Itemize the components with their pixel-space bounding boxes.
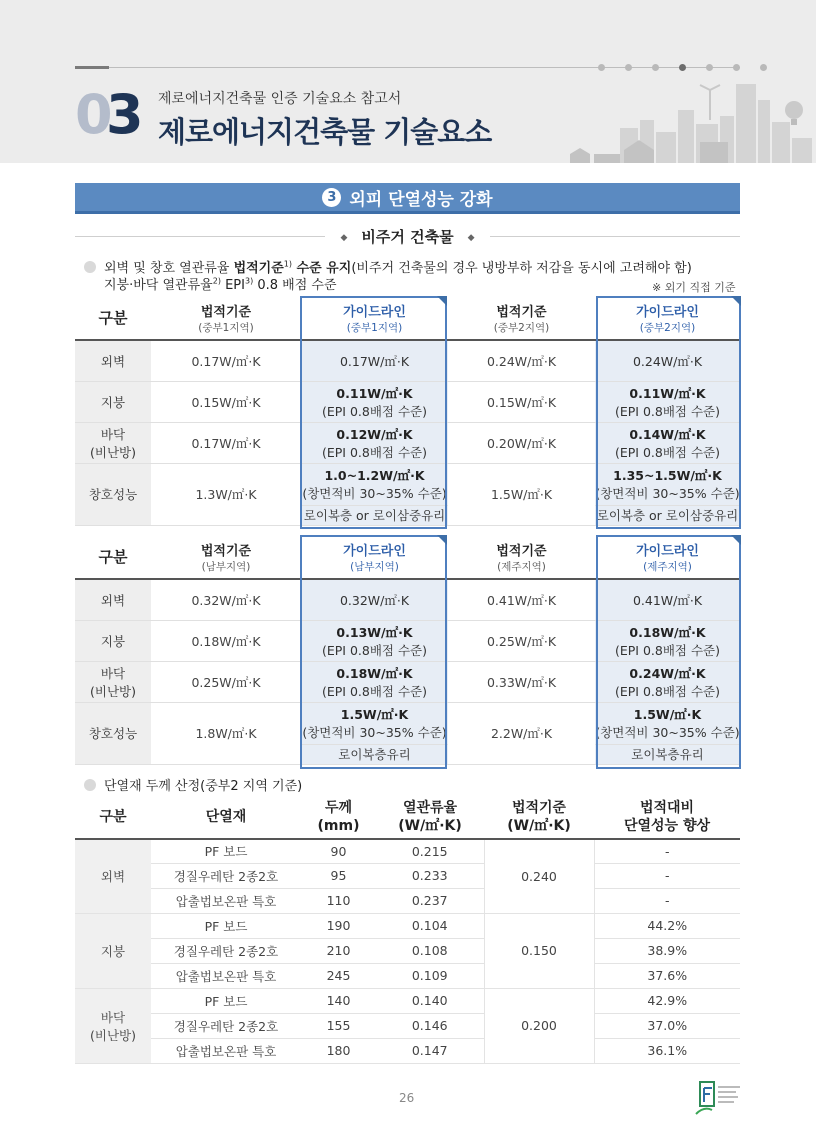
cell: 210 (301, 938, 376, 963)
row-label: 지붕 (75, 620, 151, 661)
cell: 로이복층 or 로이삼중유리 (595, 505, 740, 525)
section-bar (75, 183, 740, 214)
cell: - (594, 863, 740, 888)
cell-value: 0.24W/㎡·K (629, 665, 706, 681)
chapter-title: 제로에너지건축물 기술요소 (158, 115, 492, 149)
cell: 42.9% (594, 988, 740, 1013)
header-cell (151, 535, 301, 579)
cell-note: (EPI 0.8배점 수준) (321, 444, 427, 460)
header-label: 가이드라인 (343, 304, 406, 320)
header-label: 법적기준 (496, 304, 547, 320)
header-sub: (중부2지역) (493, 321, 550, 334)
table-row (75, 839, 740, 863)
note-line-2 (104, 274, 337, 293)
row-label-text: 바닥 (100, 426, 126, 442)
row-label: 외벽 (75, 579, 151, 620)
cell-value: 1.0~1.2W/㎡·K (324, 468, 425, 483)
cell: 압출법보온판 특호 (151, 1038, 301, 1063)
reference-note: ※ 외기 직접 기준 (652, 281, 736, 294)
insulation-thickness-table (75, 795, 740, 1064)
thickness-note (84, 775, 302, 794)
row-label: 창호성능 (75, 463, 151, 525)
cell-note: (EPI 0.8배점 수준) (614, 683, 720, 699)
header-sub: (중부1지역) (198, 321, 254, 334)
group-label-sub: (비난방) (90, 1027, 136, 1043)
cell: 38.9% (594, 938, 740, 963)
table-row (75, 1013, 740, 1038)
footnote-ref: 3) (244, 276, 254, 286)
city-illustration-icon (560, 80, 816, 163)
row-label: 지붕 (75, 381, 151, 422)
cell: 0.32W/㎡·K (301, 579, 448, 620)
note-bold: 수준 유지 (292, 261, 352, 276)
cell (595, 661, 740, 702)
header-cell (75, 535, 151, 579)
row-label: 창호성능 (75, 702, 151, 764)
cell: 36.1% (594, 1038, 740, 1063)
bullet-icon (84, 261, 96, 273)
header-sub: (제주지역) (497, 560, 546, 573)
header-label: 열관류율 (402, 799, 458, 816)
cell: 0.25W/㎡·K (448, 620, 595, 661)
header-cell (301, 535, 448, 579)
cell: 0.109 (376, 963, 484, 988)
cell: 180 (301, 1038, 376, 1063)
page-dots (598, 64, 767, 71)
cell-value: 0.11W/㎡·K (629, 385, 706, 401)
table-row (75, 938, 740, 963)
header-sub: (남부지역) (350, 560, 399, 573)
chapter-subtitle: 제로에너지건축물 인증 기술요소 참고서 (158, 91, 402, 107)
page-number: 26 (399, 1091, 415, 1105)
header-rule-accent (75, 66, 109, 69)
header-label: 법적대비 (639, 799, 695, 816)
cell-note: (창면적비 30~35% 수준) (595, 725, 740, 740)
header-sub: (mm) (317, 817, 360, 834)
cell: 0.147 (376, 1038, 484, 1063)
cell: PF 보드 (151, 988, 301, 1013)
cell: 0.146 (376, 1013, 484, 1038)
table-row (75, 863, 740, 888)
header-label: 법적기준 (200, 543, 252, 559)
cell: 110 (301, 888, 376, 913)
cell: 0.17W/㎡·K (151, 340, 301, 381)
header-label: 두께 (324, 799, 353, 816)
header-cell (448, 296, 595, 340)
cell: 44.2% (594, 913, 740, 938)
cell-note: (창면적비 30~35% 수준) (595, 486, 740, 501)
header-label: 법적기준 (511, 799, 567, 816)
section-title: 외피 단열성능 강화 (349, 189, 493, 210)
u-value-table-central (75, 296, 740, 526)
header-cell (594, 795, 740, 839)
cell: 1.8W/㎡·K (151, 702, 301, 764)
cell: 0.18W/㎡·K (151, 620, 301, 661)
cell (301, 620, 448, 661)
cell-note: (EPI 0.8배점 수준) (321, 683, 427, 699)
header-label: 법적기준 (496, 543, 547, 559)
cell (595, 620, 740, 661)
subheading-rule-right (490, 236, 740, 237)
header-cell (448, 535, 595, 579)
header-sub: (W/㎡·K) (507, 817, 571, 834)
cell: 0.233 (376, 863, 484, 888)
note-text: (비주거 건축물의 경우 냉방부하 저감을 동시에 고려해야 함) (351, 261, 692, 276)
header-label: 구분 (98, 548, 128, 566)
header-cell (301, 296, 448, 340)
cell-note: (EPI 0.8배점 수준) (321, 642, 427, 658)
table-header-row (75, 795, 740, 839)
cell (301, 463, 448, 505)
cell: 90 (301, 839, 376, 863)
cell-value: 0.13W/㎡·K (336, 624, 413, 640)
note-bold: 법적기준 (233, 261, 284, 276)
table-row (75, 620, 740, 661)
cell-note: (EPI 0.8배점 수준) (614, 642, 720, 658)
cell: 0.15W/㎡·K (448, 381, 595, 422)
table-row (75, 1038, 740, 1063)
table-row (75, 463, 740, 505)
header-sub: (W/㎡·K) (398, 817, 462, 834)
header-label: 구분 (98, 309, 128, 327)
header-cell (595, 296, 740, 340)
cell-value: 1.5W/㎡·K (633, 707, 702, 722)
cell: 0.200 (484, 988, 594, 1063)
cell: 1.5W/㎡·K (448, 463, 595, 525)
cell: 0.17W/㎡·K (301, 340, 448, 381)
table-row (75, 888, 740, 913)
cell: 0.150 (484, 913, 594, 988)
group-label-text: 바닥 (100, 1009, 126, 1025)
cell-note: (창면적비 30~35% 수준) (302, 486, 447, 501)
header-sub: 단열성능 향상 (623, 817, 711, 834)
note-text: EPI (220, 278, 245, 293)
cell: 0.237 (376, 888, 484, 913)
cell: 경질우레탄 2종2호 (151, 938, 301, 963)
cell: 0.33W/㎡·K (448, 661, 595, 702)
cell: 경질우레탄 2종2호 (151, 863, 301, 888)
subheading (75, 226, 740, 246)
cell-note: (EPI 0.8배점 수준) (614, 444, 720, 460)
header-label: 가이드라인 (636, 543, 699, 559)
cell: 압출법보온판 특호 (151, 963, 301, 988)
cell: 0.215 (376, 839, 484, 863)
chapter-number: 3 (106, 83, 144, 146)
subheading-rule-left (75, 236, 325, 237)
footnote-ref: 1) (283, 259, 293, 269)
section-number: 3 (322, 188, 341, 207)
note-text: 지붕·바닥 열관류율 (104, 278, 213, 293)
group-label (75, 839, 151, 913)
group-label (75, 988, 151, 1063)
cell: 140 (301, 988, 376, 1013)
cell: 95 (301, 863, 376, 888)
header-cell (75, 296, 151, 340)
cell: 0.20W/㎡·K (448, 422, 595, 463)
header-cell (595, 535, 740, 579)
note-text: 0.8 배점 수준 (253, 278, 337, 293)
header-sub: (제주지역) (643, 560, 692, 573)
header-label: 법적기준 (200, 304, 252, 320)
header-cell: 구분 (75, 795, 151, 839)
cell (301, 422, 448, 463)
header-cell (484, 795, 594, 839)
cell: 0.15W/㎡·K (151, 381, 301, 422)
header-sub: (남부지역) (201, 560, 251, 573)
header-label: 가이드라인 (343, 543, 406, 559)
cell-value: 0.14W/㎡·K (629, 426, 706, 442)
cell: 로이복층유리 (595, 744, 740, 764)
cell-value: 1.35~1.5W/㎡·K (613, 468, 722, 483)
cell: 0.17W/㎡·K (151, 422, 301, 463)
cell: 37.6% (594, 963, 740, 988)
cell (595, 463, 740, 505)
table-row (75, 422, 740, 463)
diamond-icon: ◆ (467, 232, 475, 243)
header-sub: (중부1지역) (346, 321, 403, 334)
group-label-text: 외벽 (100, 869, 126, 885)
note-text: 단열재 두께 산정(중부2 지역 기준) (104, 779, 303, 794)
cell: 37.0% (594, 1013, 740, 1038)
bullet-icon (84, 779, 96, 791)
header-label: 가이드라인 (636, 304, 699, 320)
cell-value: 0.18W/㎡·K (336, 665, 413, 681)
cell: 0.32W/㎡·K (151, 579, 301, 620)
table-row (75, 963, 740, 988)
cell-value: 0.12W/㎡·K (336, 426, 413, 442)
cell: 0.41W/㎡·K (595, 579, 740, 620)
group-label (75, 913, 151, 988)
cell: 로이복층유리 (301, 744, 448, 764)
table-row (75, 661, 740, 702)
cell: 0.108 (376, 938, 484, 963)
cell: - (594, 839, 740, 863)
cell: 0.25W/㎡·K (151, 661, 301, 702)
header-cell (301, 795, 376, 839)
cell: 0.41W/㎡·K (448, 579, 595, 620)
table-row (75, 988, 740, 1013)
chapter-number-prefix: 0 (75, 83, 110, 146)
cell: 경질우레탄 2종2호 (151, 1013, 301, 1038)
cell: 0.240 (484, 839, 594, 913)
cell: 2.2W/㎡·K (448, 702, 595, 764)
cell: 1.3W/㎡·K (151, 463, 301, 525)
table-row (75, 913, 740, 938)
table-row (75, 702, 740, 744)
cell (595, 702, 740, 744)
cell (301, 702, 448, 744)
table-row (75, 381, 740, 422)
table-row (75, 340, 740, 381)
header-sub: (중부2지역) (639, 321, 696, 334)
cell (301, 381, 448, 422)
chapter-header (0, 0, 816, 163)
cell: PF 보드 (151, 913, 301, 938)
cell: 0.24W/㎡·K (595, 340, 740, 381)
diamond-icon: ◆ (340, 232, 348, 243)
cell-value: 0.11W/㎡·K (336, 385, 413, 401)
cell-note: (EPI 0.8배점 수준) (321, 403, 427, 419)
table-row (75, 579, 740, 620)
zeb-logo-icon (694, 1080, 744, 1118)
cell-value: 1.5W/㎡·K (340, 707, 409, 722)
u-value-table-south (75, 535, 740, 765)
cell-value: 0.18W/㎡·K (629, 624, 706, 640)
cell: 0.24W/㎡·K (448, 340, 595, 381)
cell (595, 381, 740, 422)
table-header-row (75, 296, 740, 340)
header-cell: 단열재 (151, 795, 301, 839)
cell: 190 (301, 913, 376, 938)
group-label-text: 지붕 (100, 943, 126, 959)
footnote-ref: 2) (212, 276, 221, 286)
row-label (75, 422, 151, 463)
row-label-text: 바닥 (100, 665, 126, 681)
cell: 0.104 (376, 913, 484, 938)
cell: - (594, 888, 740, 913)
header-cell (376, 795, 484, 839)
row-label: 외벽 (75, 340, 151, 381)
cell-note: (EPI 0.8배점 수준) (614, 403, 720, 419)
cell: 0.140 (376, 988, 484, 1013)
cell (595, 422, 740, 463)
row-label (75, 661, 151, 702)
cell: 로이복층 or 로이삼중유리 (301, 505, 448, 525)
row-label-sub: (비난방) (90, 683, 136, 699)
cell: PF 보드 (151, 839, 301, 863)
cell: 245 (301, 963, 376, 988)
row-label-sub: (비난방) (90, 444, 136, 460)
cell (301, 661, 448, 702)
cell-note: (창면적비 30~35% 수준) (302, 725, 447, 740)
subheading-text: 비주거 건축물 (361, 228, 454, 246)
cell: 155 (301, 1013, 376, 1038)
cell: 압출법보온판 특호 (151, 888, 301, 913)
table-header-row (75, 535, 740, 579)
header-cell (151, 296, 301, 340)
note-text: 외벽 및 창호 열관류율 (104, 261, 234, 276)
